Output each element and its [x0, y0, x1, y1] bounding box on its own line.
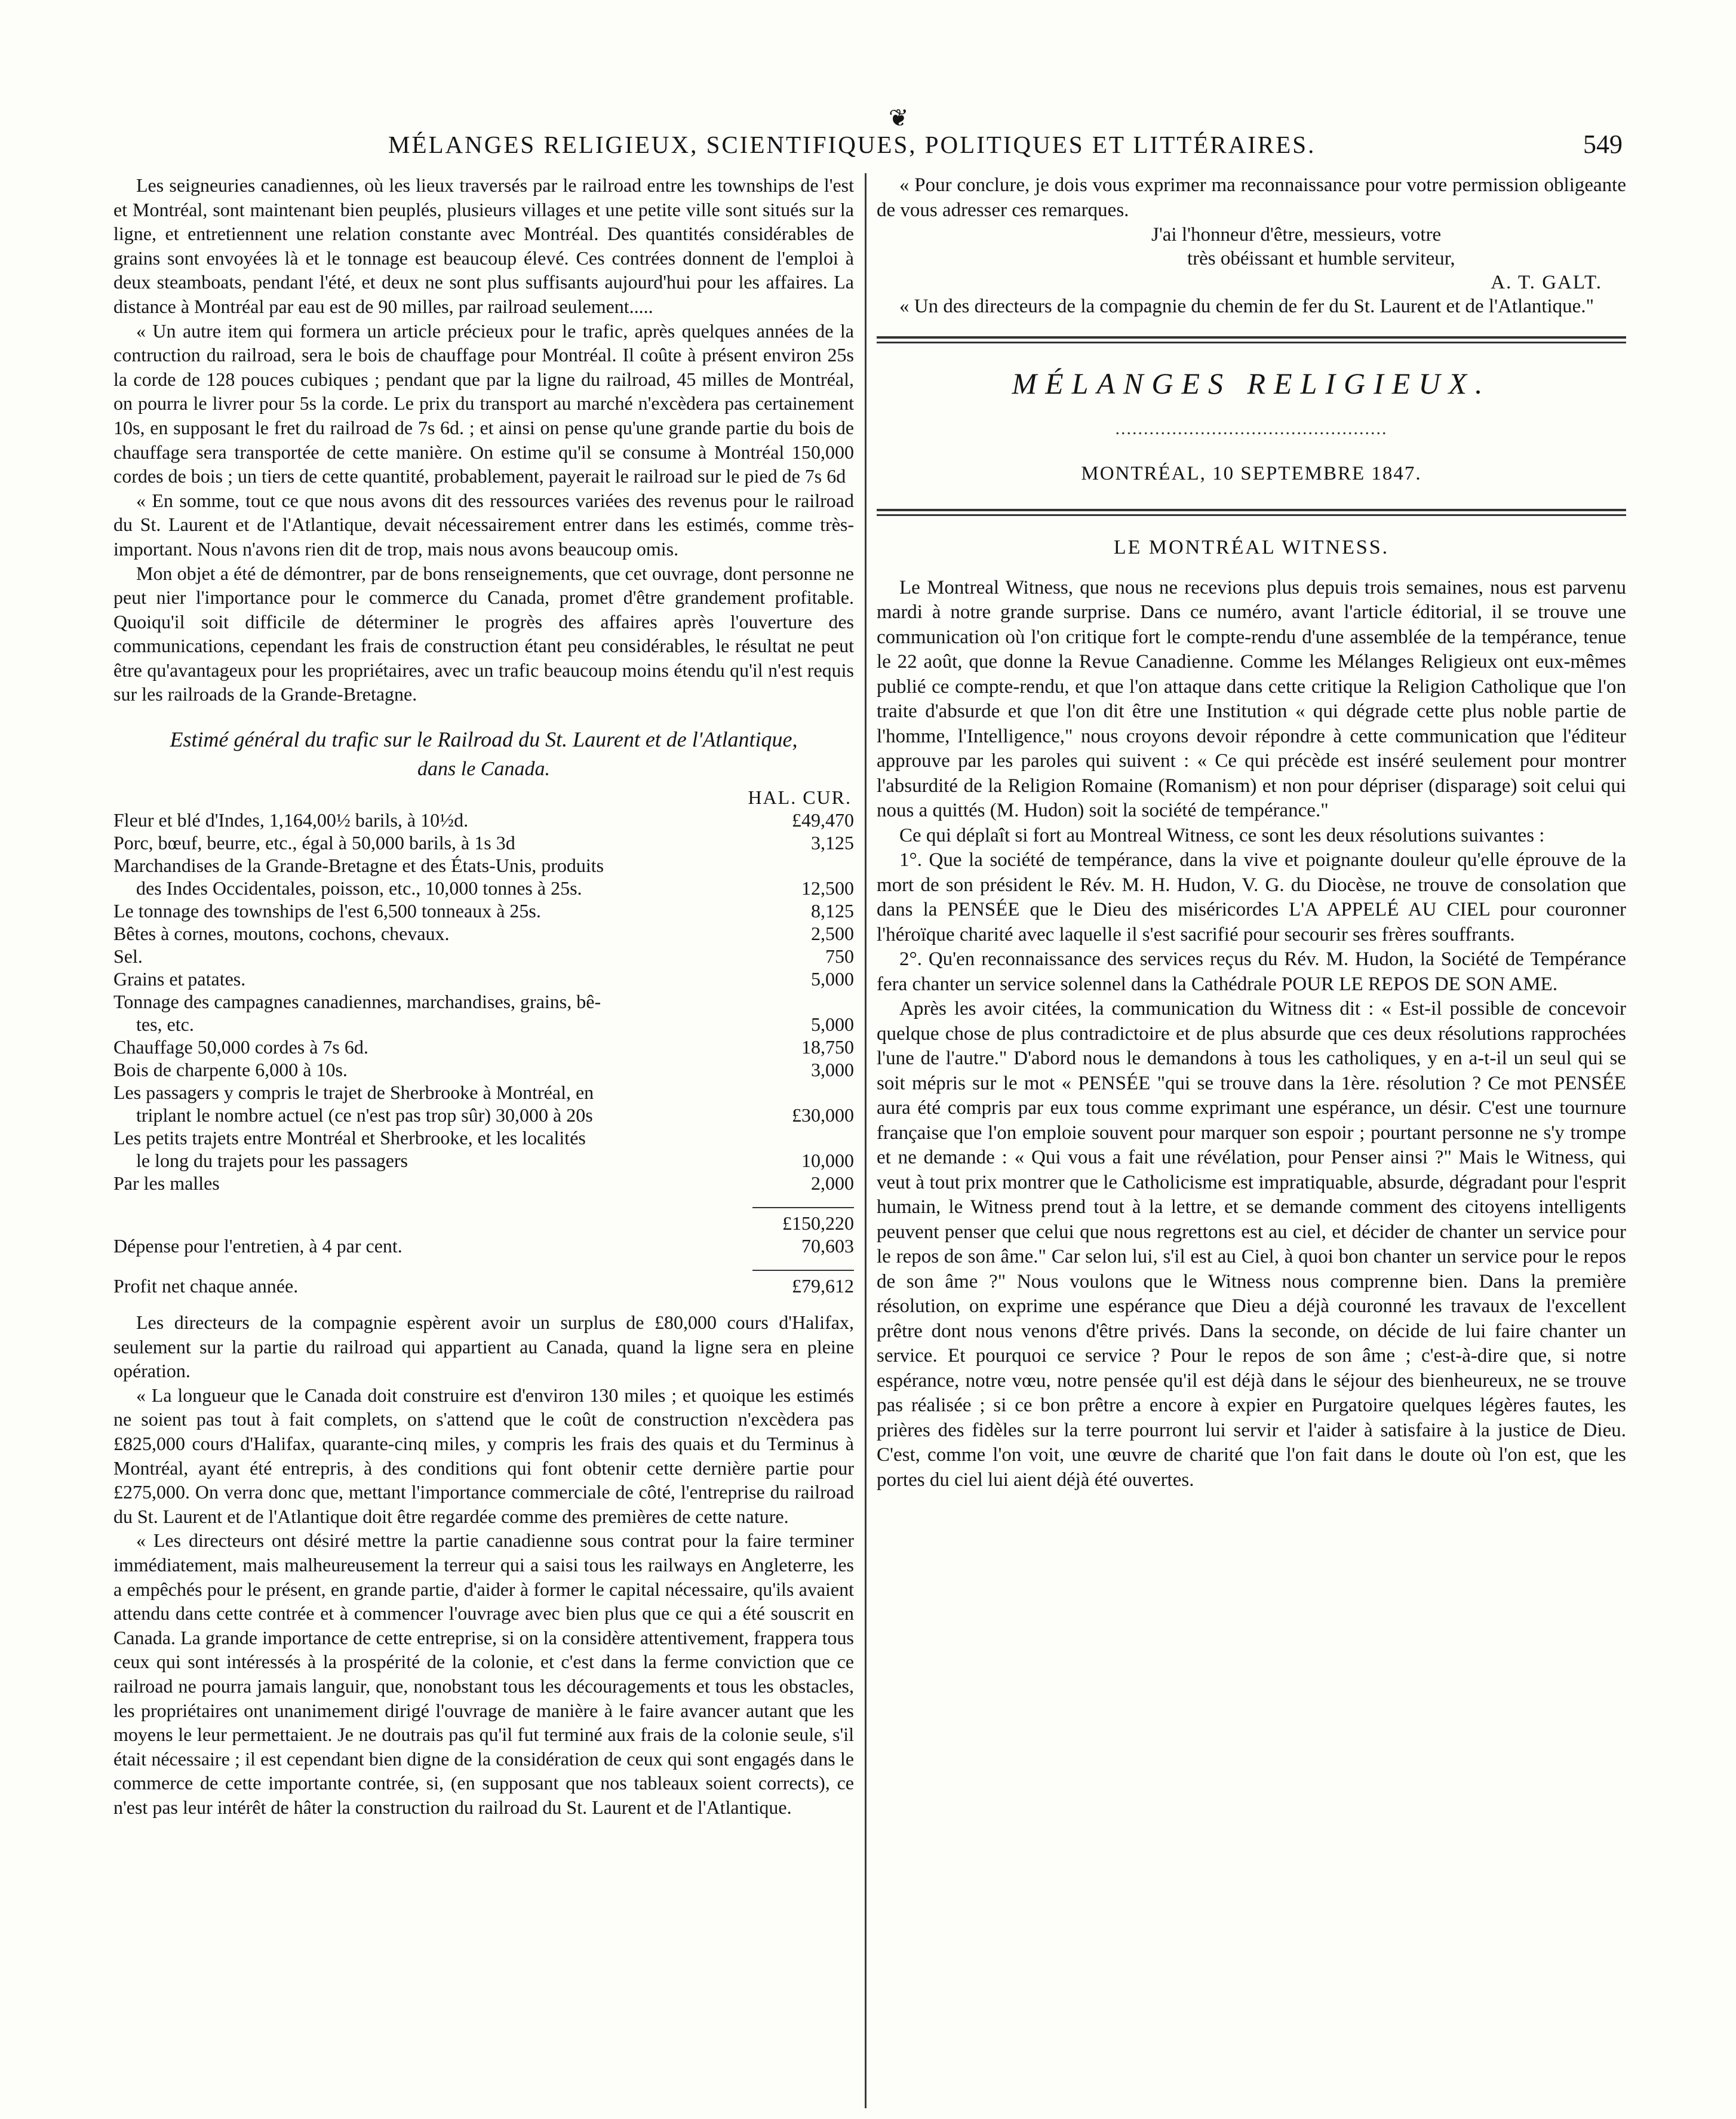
row-item-continued: des Indes Occidentales, poisson, etc., 10,000 tonnes à 25s.	[136, 877, 582, 899]
page-number: 549	[1583, 130, 1623, 159]
row-item-text: Chauffage 50,000 cordes à 7s 6d.	[113, 1036, 368, 1058]
paragraph: « Un des directeurs de la compagnie du chemin de fer du St. Laurent et de l'Atlantique."	[899, 296, 1594, 317]
table-row	[113, 1270, 854, 1297]
traffic-table	[113, 809, 854, 1310]
row-item-text: Par les malles	[113, 1172, 220, 1194]
table-row	[113, 831, 854, 854]
table-row	[113, 1036, 854, 1058]
row-item-text: Les passagers y compris le trajet de Sherbrooke à Montréal, en	[113, 1082, 594, 1104]
table-row	[113, 990, 854, 1036]
expense-label: Dépense pour l'entretien, à 4 par cent.	[113, 1235, 402, 1257]
row-item	[113, 1058, 752, 1081]
row-item	[113, 854, 752, 899]
row-amount: 12,500	[801, 877, 854, 899]
row-item	[113, 831, 752, 854]
section-rule	[877, 509, 1626, 516]
row-item	[113, 922, 752, 945]
row-item	[113, 1081, 752, 1126]
table-row	[113, 1081, 854, 1126]
profit-label: Profit net chaque année.	[113, 1275, 299, 1297]
row-item-continued: tes, etc.	[136, 1014, 194, 1036]
row-item-continued: triplant le nombre actuel (ce n'est pas trop sûr) 30,000 à 20s	[136, 1104, 593, 1126]
row-item-text: Porc, bœuf, beurre, etc., égal à 50,000 barils, à 1s 3d	[113, 832, 515, 854]
row-amount: 3,125	[811, 832, 854, 854]
paragraph: 1°. Que la société de tempérance, dans la vive et poignante douleur qu'elle éprouve de la mort de son président le Rév. M. H. Hudon, V. G. du Diocèse, ne trouve de consolation que dans la PENSÉE que le Dieu des miséricordes L'A APPELÉ AU CIEL pour couronner l'héroïque charité avec laquelle il s'est sacrifié pour secourir ses frères souffrants.	[877, 849, 1626, 945]
paragraph: Les seigneuries canadiennes, où les lieux traversés par le railroad entre les townships de l'est et Montréal, sont maintenant bien peuplés, plusieurs villages et une petite ville sont situés sur la ligne, et entretiennent une relation constante avec Montréal. Des quantités considérables de grains sont envoyées là et le tonnage est beaucoup élevé. Ces contrées donnent de l'emploi à deux steamboats, pendant l'été, et deux ne sont plus suffisants aujourd'hui pour les affaires. La distance à Montréal par eau est de 90 milles, par railroad seulement.....	[113, 174, 854, 317]
paragraph: Mon objet a été de démontrer, par de bons renseignements, que cet ouvrage, dont personne ne peut nier l'importance pour le commerce du Canada, promet d'être grandement profitable. Quoiqu'il soit difficile de déterminer le progrès des affaires après l'ouverture des communications, cependant les frais de construction étant peu considérables, le résultat ne peut être qu'avantageux pour les propriétaires, avec un trafic beaucoup moins étendu qu'il n'est requis sur les railroads de la Grande-Bretagne.	[113, 562, 854, 705]
left-column	[113, 173, 854, 1820]
row-item	[113, 1126, 752, 1172]
table-row	[113, 1208, 854, 1234]
row-item-text: Tonnage des campagnes canadiennes, marchandises, grains, bê-	[113, 991, 601, 1013]
table-title: Estimé général du trafic sur le Railroad du St. Laurent et de l'Atlantique,	[170, 727, 798, 752]
paragraph: « Pour conclure, je dois vous exprimer ma reconnaissance pour votre permission obligeante de vous adresser ces remarques.	[877, 174, 1626, 221]
paragraph: Après les avoir citées, la communication du Witness dit : « Est-il possible de concevoir quelque chose de plus contradictoire et de plus absurde que ces deux résolutions rapprochées l'une de l'autre." D'abord nous le demandons à tous les catholiques, y en a-t-il un seul qui se soit mépris sur le mot « PENSÉE "qui se trouve dans la 1ère. résolution ? Ce mot PENSÉE aura été compris par eux tous comme exprimant une espérance, un désir. C'est une tournure française que l'on emploie souvent pour marquer son espoir ; pourtant personne ne s'y trompe et ne demande : « Qui vous a fait une révélation, pour Penser ainsi ?" Mais le Witness, qui veut à tout prix montrer que le Catholicisme est impratiquable, absurde, dégradant pour l'esprit humain, le Witness prend tout à la lettre, et se demande comment des citoyens intelligents peuvent penser que celui que nous regrettons est au ciel, et décider de chanter un service pour le repos de son âme." Car selon lui, s'il est au Ciel, à quoi bon chanter un service pour le repos de son âme ?" Nous voulons que le Witness nous comprenne bien. Dans la première résolution, on exprime une espérance que Dieu a déjà couronné les travaux de l'excellent prêtre dont nous venons d'être privés. Dans la seconde, on décide de lui faire chanter un service. Et pourquoi ce service ? Pour le repos de son âme ; c'est-à-dire que, si notre espérance, notre vœu, notre pensée qu'il est déjà dans le séjour des bienheureux, ne se trouve pas réalisée ; si ce bon prêtre a encore à expier en Purgatoire quelques légères fautes, les prières des fidèles sur la terre pourront lui servir et l'aider à satisfaire à la justice de Dieu. C'est, comme l'on voit, une œuvre de charité que l'on fait dans le doute où l'on est, que les portes du ciel lui aient déjà été ouvertes.	[877, 998, 1626, 1491]
row-amount: 18,750	[801, 1036, 854, 1058]
dateline: MONTRÉAL, 10 SEPTEMBRE 1847.	[1081, 462, 1422, 484]
paragraph: Ce qui déplaît si fort au Montreal Witness, ce sont les deux résolutions suivantes :	[899, 824, 1545, 846]
signature-block	[877, 223, 1626, 294]
row-amount: 5,000	[811, 1014, 854, 1036]
row-item	[113, 899, 752, 922]
row-item-text: Les petits trajets entre Montréal et Sherbrooke, et les localités	[113, 1127, 586, 1149]
paragraph: « En somme, tout ce que nous avons dit des ressources variées des revenus pour le railroad du St. Laurent et de l'Atlantique, devait nécessairement entrer dans les estimés, comme très-important. Nous n'avons rien dit de trop, mais nous avons beaucoup omis.	[113, 489, 854, 560]
table-row	[113, 809, 854, 831]
row-item-text: Grains et patates.	[113, 968, 246, 990]
running-title: MÉLANGES RELIGIEUX, SCIENTIFIQUES, POLITIQUES ET LITTÉRAIRES.	[388, 131, 1316, 158]
row-amount: 2,000	[811, 1172, 854, 1194]
right-column	[877, 173, 1626, 1492]
table-row	[113, 1234, 854, 1257]
row-item-text: Marchandises de la Grande-Bretagne et des États-Unis, produits	[113, 855, 604, 877]
row-amount: 5,000	[811, 968, 854, 990]
table-row	[113, 1058, 854, 1081]
paragraph: « La longueur que le Canada doit construire est d'environ 130 miles ; et quoique les estimés ne soient pas tout à fait complets, on s'attend que le coût de construction n'excèdera pas £825,000 cours d'Halifax, quarante-cinq miles, y compris les frais des quais et du Terminus à Montréal, ayant été entrepris, à des conditions qui font obtenir cette dernière partie pour £275,000. On verra donc que, mettant l'importance commerciale de côté, l'entreprise du railroad du St. Laurent et de l'Atlantique doit être regardée comme des premières de cette nature.	[113, 1384, 854, 1527]
row-item	[113, 990, 752, 1036]
signature-name: A. T. GALT.	[1491, 272, 1602, 293]
table-row	[113, 1126, 854, 1172]
row-item-text: Le tonnage des townships de l'est 6,500 tonneaux à 25s.	[113, 900, 541, 922]
currency-header: HAL. CUR.	[748, 787, 852, 809]
ornament-icon: ❦	[889, 105, 909, 131]
row-item	[113, 968, 752, 990]
expense-value: 70,603	[801, 1235, 854, 1257]
row-item-text: Fleur et blé d'Indes, 1,164,00½ barils, à 10½d.	[113, 809, 469, 831]
paragraph: 2°. Qu'en reconnaissance des services reçus du Rév. M. Hudon, la Société de Tempérance fera chanter un service solennel dans la Cathédrale POUR LE REPOS DE SON AME.	[877, 948, 1626, 995]
row-amount: £49,470	[792, 809, 854, 831]
row-item	[113, 1036, 752, 1058]
section-title: MÉLANGES RELIGIEUX.	[1012, 366, 1491, 400]
table-row	[113, 1172, 854, 1194]
table-subtitle: dans le Canada.	[417, 758, 550, 781]
paragraph: « Un autre item qui formera un article précieux pour le trafic, après quelques années de la contruction du railroad, sera le bois de chauffage pour Montréal. Il coûte à présent environ 25s la corde de 128 pouces cubiques ; pendant que par la ligne du railroad, 45 milles de Montréal, on pourra le livrer pour 5s la corde. Le prix du transport au marché n'excèdera pas certainement 10s, en supposant le fret du railroad de 7s 6d. ; et ainsi on pense qu'une grande partie du bois de chauffage sera transportée de cette manière. On estime qu'il se consume à Montréal 150,000 cordes de bois ; un tiers de cette quantité, probablement, payerait le railroad sur le pied de 7s 6d	[113, 320, 854, 487]
row-amount: 10,000	[801, 1150, 854, 1172]
section-rule	[877, 336, 1626, 343]
row-item	[113, 1172, 752, 1194]
total-value: £150,220	[752, 1208, 854, 1234]
table-row	[113, 854, 854, 899]
row-item-text: Bois de charpente 6,000 à 10s.	[113, 1059, 348, 1081]
signature-line: J'ai l'honneur d'être, messieurs, votre	[1151, 224, 1442, 245]
column-divider	[865, 173, 867, 2108]
article-title: LE MONTRÉAL WITNESS.	[1113, 536, 1390, 558]
row-amount: 2,500	[811, 923, 854, 945]
row-item-text: Bêtes à cornes, moutons, cochons, chevaux.	[113, 923, 450, 945]
row-item-text: Sel.	[113, 945, 143, 968]
paragraph: Les directeurs de la compagnie espèrent avoir un surplus de £80,000 cours d'Halifax, seulement sur la partie du railroad qui appartient au Canada, quand la ligne sera en pleine opération.	[113, 1312, 854, 1382]
row-amount: 3,000	[811, 1059, 854, 1081]
row-item	[113, 945, 752, 968]
paragraph: Le Montreal Witness, que nous ne recevions plus depuis trois semaines, nous est parvenu mardi à notre grande surprise. Dans ce numéro, avant l'article éditorial, il se trouve une communication où l'on critique fort le compte-rendu d'une assemblée de la tempérance, tenue le 22 août, que donne la Revue Canadienne. Comme les Mélanges Religieux ont eux-mêmes publié ce compte-rendu, et que l'on attaque dans cette critique la Religion Catholique que l'on traite d'absurde et que l'on dit être une Institution « qui dégrade cette plus noble partie de l'homme, l'Intelligence," nous croyons devoir répondre à cette communication que l'éditeur approuve par les paroles qui suivent : « Ce qui précède est inséré seulement pour montrer l'absurdité de la Religion Romaine (Romanism) et non pour dépriser (disparage) soit celui qui nous a quittés (M. Hudon) soit la société de tempérance."	[877, 576, 1626, 821]
row-amount: 8,125	[811, 900, 854, 922]
table-row	[113, 899, 854, 922]
profit-value: £79,612	[752, 1270, 854, 1297]
table-row	[113, 968, 854, 990]
row-item-continued: le long du trajets pour les passagers	[136, 1150, 408, 1172]
row-amount: £30,000	[792, 1104, 854, 1126]
running-head	[107, 105, 1646, 167]
signature-line: très obéissant et humble serviteur,	[1187, 248, 1455, 269]
row-item	[113, 809, 752, 831]
table-row	[113, 945, 854, 968]
dotted-divider: ................................................	[1115, 418, 1388, 438]
row-amount: 750	[825, 945, 854, 968]
table-row	[113, 922, 854, 945]
paragraph: « Les directeurs ont désiré mettre la partie canadienne sous contrat pour la faire terminer immédiatement, mais malheureusement la terreur qui a saisi tous les railways en Angleterre, les a empêchés pour le présent, en grande partie, d'aider à former le capital nécessaire, qu'ils avaient attendu dans cette contrée et à commencer l'ouvrage avec bien plus que ce qui a été souscrit en Canada. La grande importance de cette entreprise, si on la considère attentivement, frappera tous ceux qui sont intéressés à la prospérité de la colonie, et c'est dans la ferme conviction que ce railroad ne pourra jamais languir, que, nonobstant tous les découragements et tous les obstacles, les propriétaires ont unanimement dirigé l'ouvrage de manière à le faire avancer autant que les moyens le leur permettaient. Je ne doutrais pas qu'il fut terminé aux frais de la colonie seule, s'il était nécessaire ; il est cependant bien digne de la considération de ceux qui sont engagés dans le commerce de cette importante contrée, si, (en supposant que nos tableaux soient corrects), ce n'est pas leur intérêt de hâter la construction du railroad du St. Laurent et de l'Atlantique.	[113, 1530, 854, 1818]
